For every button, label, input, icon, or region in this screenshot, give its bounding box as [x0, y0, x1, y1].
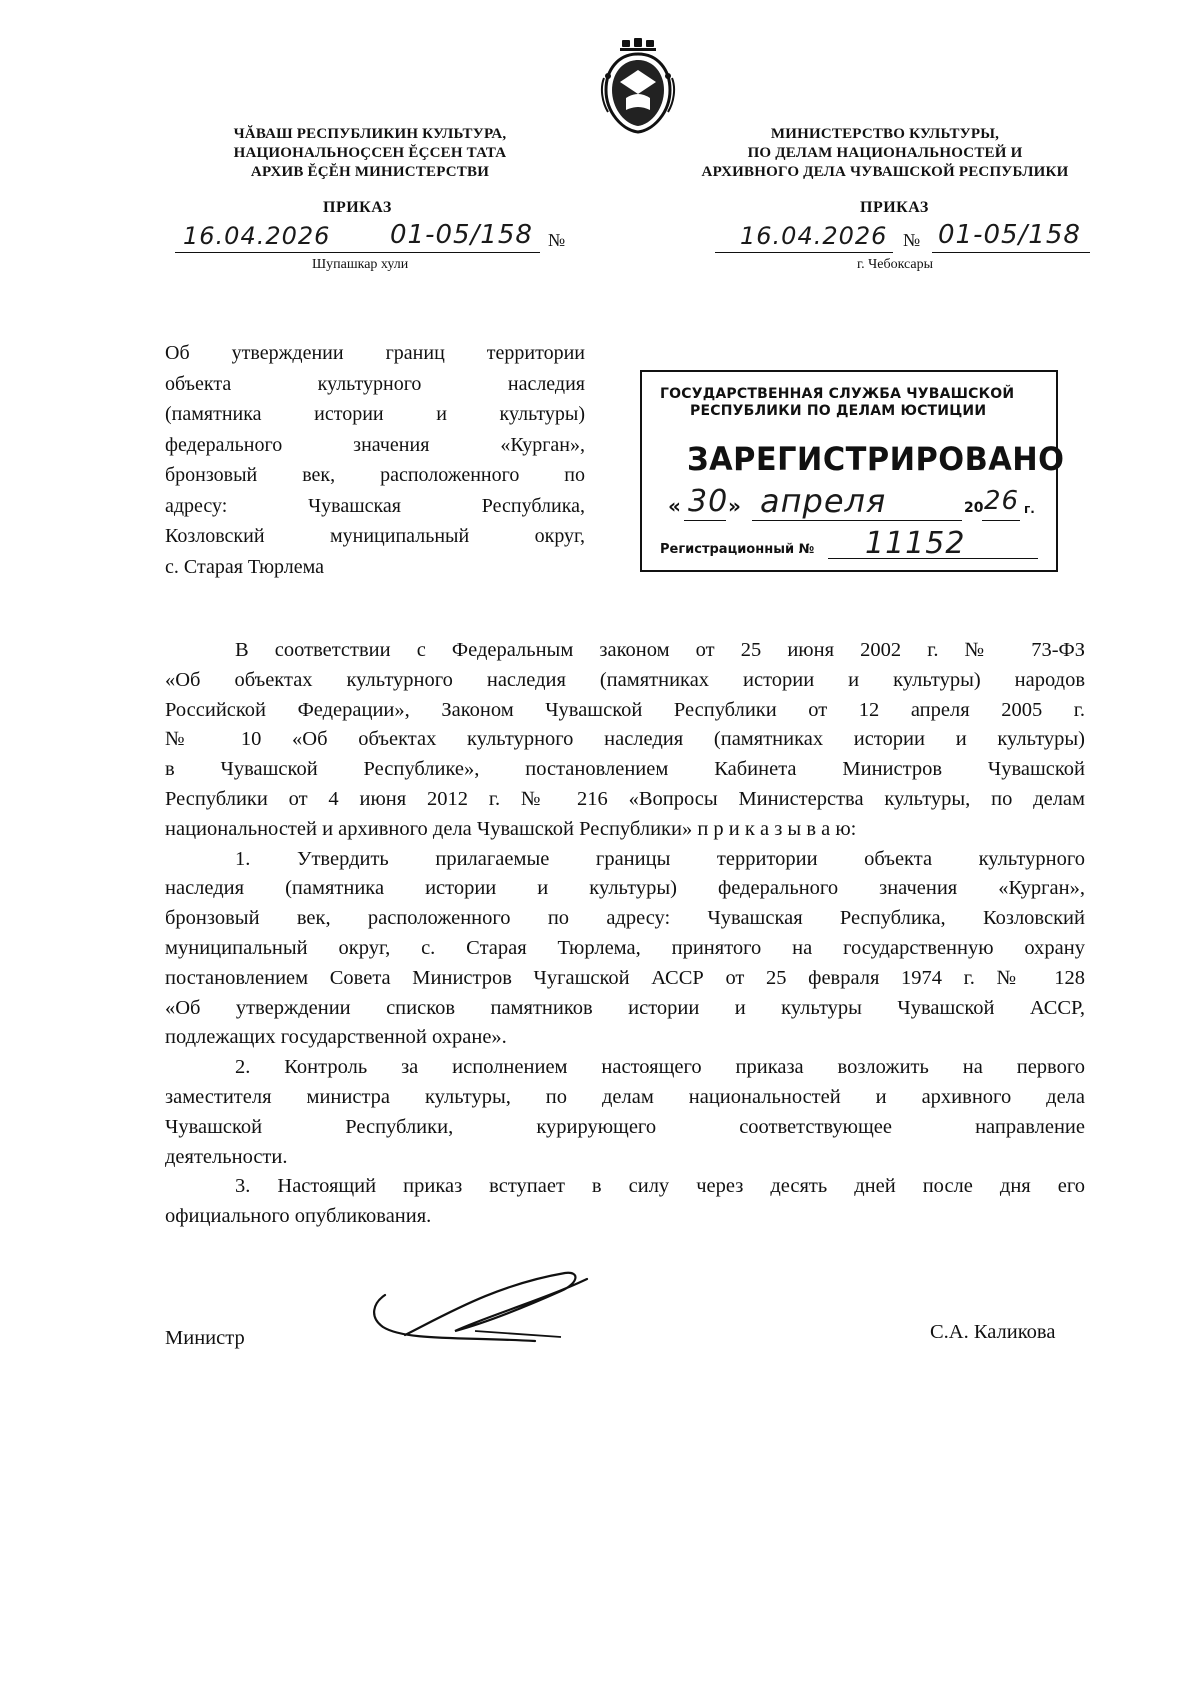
stamp-month-line [752, 520, 962, 521]
stamp-registered-label: ЗАРЕГИСТРИРОВАНО [687, 440, 1065, 478]
order-title-left: ПРИКАЗ [323, 199, 392, 216]
number-sign-left: № [548, 230, 566, 250]
body-line: 1. Утвердить прилагаемые границы территории объекта культурного [235, 847, 1085, 870]
ministry-name-chuvash [200, 125, 540, 182]
header-right-line: АРХИВНОГО ДЕЛА ЧУВАШСКОЙ РЕСПУБЛИКИ [701, 164, 1069, 180]
stamp-reg-number: 11152 [865, 526, 966, 561]
order-number-right: 01-05/158 [938, 220, 1081, 250]
body-line: муниципальный округ, с. Старая Тюрлема, принятого на государственную охрану [165, 936, 1085, 959]
stamp-registration-row [660, 528, 1055, 562]
stamp-year-prefix: 20 [964, 500, 984, 516]
subject-line: Козловский муниципальный округ, [165, 525, 585, 547]
subject-line: Об утверждении границ территории [165, 342, 585, 364]
body-line: «Об утверждении списков памятников истории и культуры Чувашской АССР, [165, 996, 1085, 1019]
ministry-name-russian [675, 125, 1095, 182]
body-line: постановлением Совета Министров Чугашской АССР от 25 февраля 1974 г. № 128 [165, 966, 1085, 989]
stamp-day-line [684, 520, 726, 521]
stamp-quote-open: « [668, 494, 681, 518]
number-sign-right: № [903, 230, 921, 250]
stamp-reg-line [828, 558, 1038, 559]
handwritten-signature [365, 1265, 605, 1355]
stamp-year-unit: г. [1024, 502, 1035, 516]
stamp-day: 30 [688, 484, 729, 519]
body-line: бронзовый век, расположенного по адресу: Чувашская Республика, Козловский [165, 907, 1085, 930]
header-left-line: АРХИВ ĔҪĔН МИНИСТЕРСТВИ [250, 164, 490, 180]
body-line: заместителя министра культуры, по делам национальностей и архивного дела [165, 1085, 1085, 1108]
stamp-quote-close: » [728, 494, 741, 518]
body-line: В соответствии с Федеральным законом от 25 июня 2002 г. № 73-ФЗ [235, 639, 1085, 661]
stamp-year-suffix: 26 [984, 486, 1020, 516]
order-subject [165, 338, 585, 582]
order-date-right: 16.04.2026 [740, 222, 888, 250]
subject-line: с. Старая Тюрлема [165, 555, 325, 578]
header-left-line: ЧĂВАШ РЕСПУБЛИКИН КУЛЬТУРА, [233, 126, 507, 142]
place-chuvash: Шупашкар хули [312, 257, 409, 272]
subject-line: адресу: Чувашская Республика, [165, 494, 585, 517]
signatory-name: С.А. Каликова [930, 1321, 1056, 1343]
stamp-agency [660, 386, 1050, 420]
order-title-right: ПРИКАЗ [860, 199, 929, 216]
body-line: подлежащих государственной охране». [165, 1026, 507, 1049]
coat-of-arms-emblem [600, 38, 676, 134]
body-line: Чувашской Республики, курирующего соответствующее направление [165, 1115, 1085, 1138]
stamp-year-line [982, 520, 1020, 521]
stamp-reg-number-label: Регистрационный № [660, 542, 815, 557]
body-line: Российской Федерации», Законом Чувашской Республики от 12 апреля 2005 г. [165, 698, 1085, 721]
body-line: № 10 «Об объектах культурного наследия (памятниках истории и культуры) [165, 728, 1085, 751]
body-line: Республики от 4 июня 2012 г. № 216 «Вопросы Министерства культуры, по делам [165, 787, 1085, 810]
body-line: деятельности. [165, 1145, 288, 1168]
stamp-date-row [660, 482, 1055, 524]
body-line: официального опубликования. [165, 1205, 432, 1228]
place-russian: г. Чебоксары [857, 257, 934, 272]
order-body [165, 636, 1085, 1232]
body-line: 2. Контроль за исполнением настоящего приказа возложить на первого [235, 1056, 1085, 1079]
subject-line: объекта культурного наследия [165, 372, 585, 395]
subject-line: (памятника истории и культуры) [165, 403, 585, 425]
body-line: «Об объектах культурного наследия (памятниках истории и культуры) народов [165, 668, 1085, 691]
signatory-title: Министр [165, 1327, 245, 1349]
body-line: национальностей и архивного дела Чувашской Республики» п р и к а з ы в а ю: [165, 817, 857, 840]
body-line: в Чувашской Республике», постановлением Кабинета Министров Чувашской [165, 758, 1085, 781]
subject-line: федерального значения «Курган», [165, 433, 585, 456]
order-number-left: 01-05/158 [390, 220, 533, 250]
stamp-agency-line: РЕСПУБЛИКИ ПО ДЕЛАМ ЮСТИЦИИ [690, 403, 987, 419]
body-line: 3. Настоящий приказ вступает в силу через десять дней после дня его [235, 1175, 1085, 1198]
order-date-left: 16.04.2026 [183, 222, 331, 250]
header-left-line: НАЦИОНАЛЬНОҪСЕН ĔҪСЕН ТАТА [233, 145, 507, 161]
header-right-line: МИНИСТЕРСТВО КУЛЬТУРЫ, [770, 126, 1000, 142]
stamp-month: апреля [760, 482, 887, 520]
header-right-line: ПО ДЕЛАМ НАЦИОНАЛЬНОСТЕЙ И [747, 145, 1023, 161]
body-line: наследия (памятника истории и культуры) федерального значения «Курган», [165, 877, 1085, 900]
subject-line: бронзовый век, расположенного по [165, 464, 585, 486]
stamp-agency-line: ГОСУДАРСТВЕННАЯ СЛУЖБА ЧУВАШСКОЙ [660, 386, 1015, 402]
registration-stamp [640, 370, 1065, 572]
